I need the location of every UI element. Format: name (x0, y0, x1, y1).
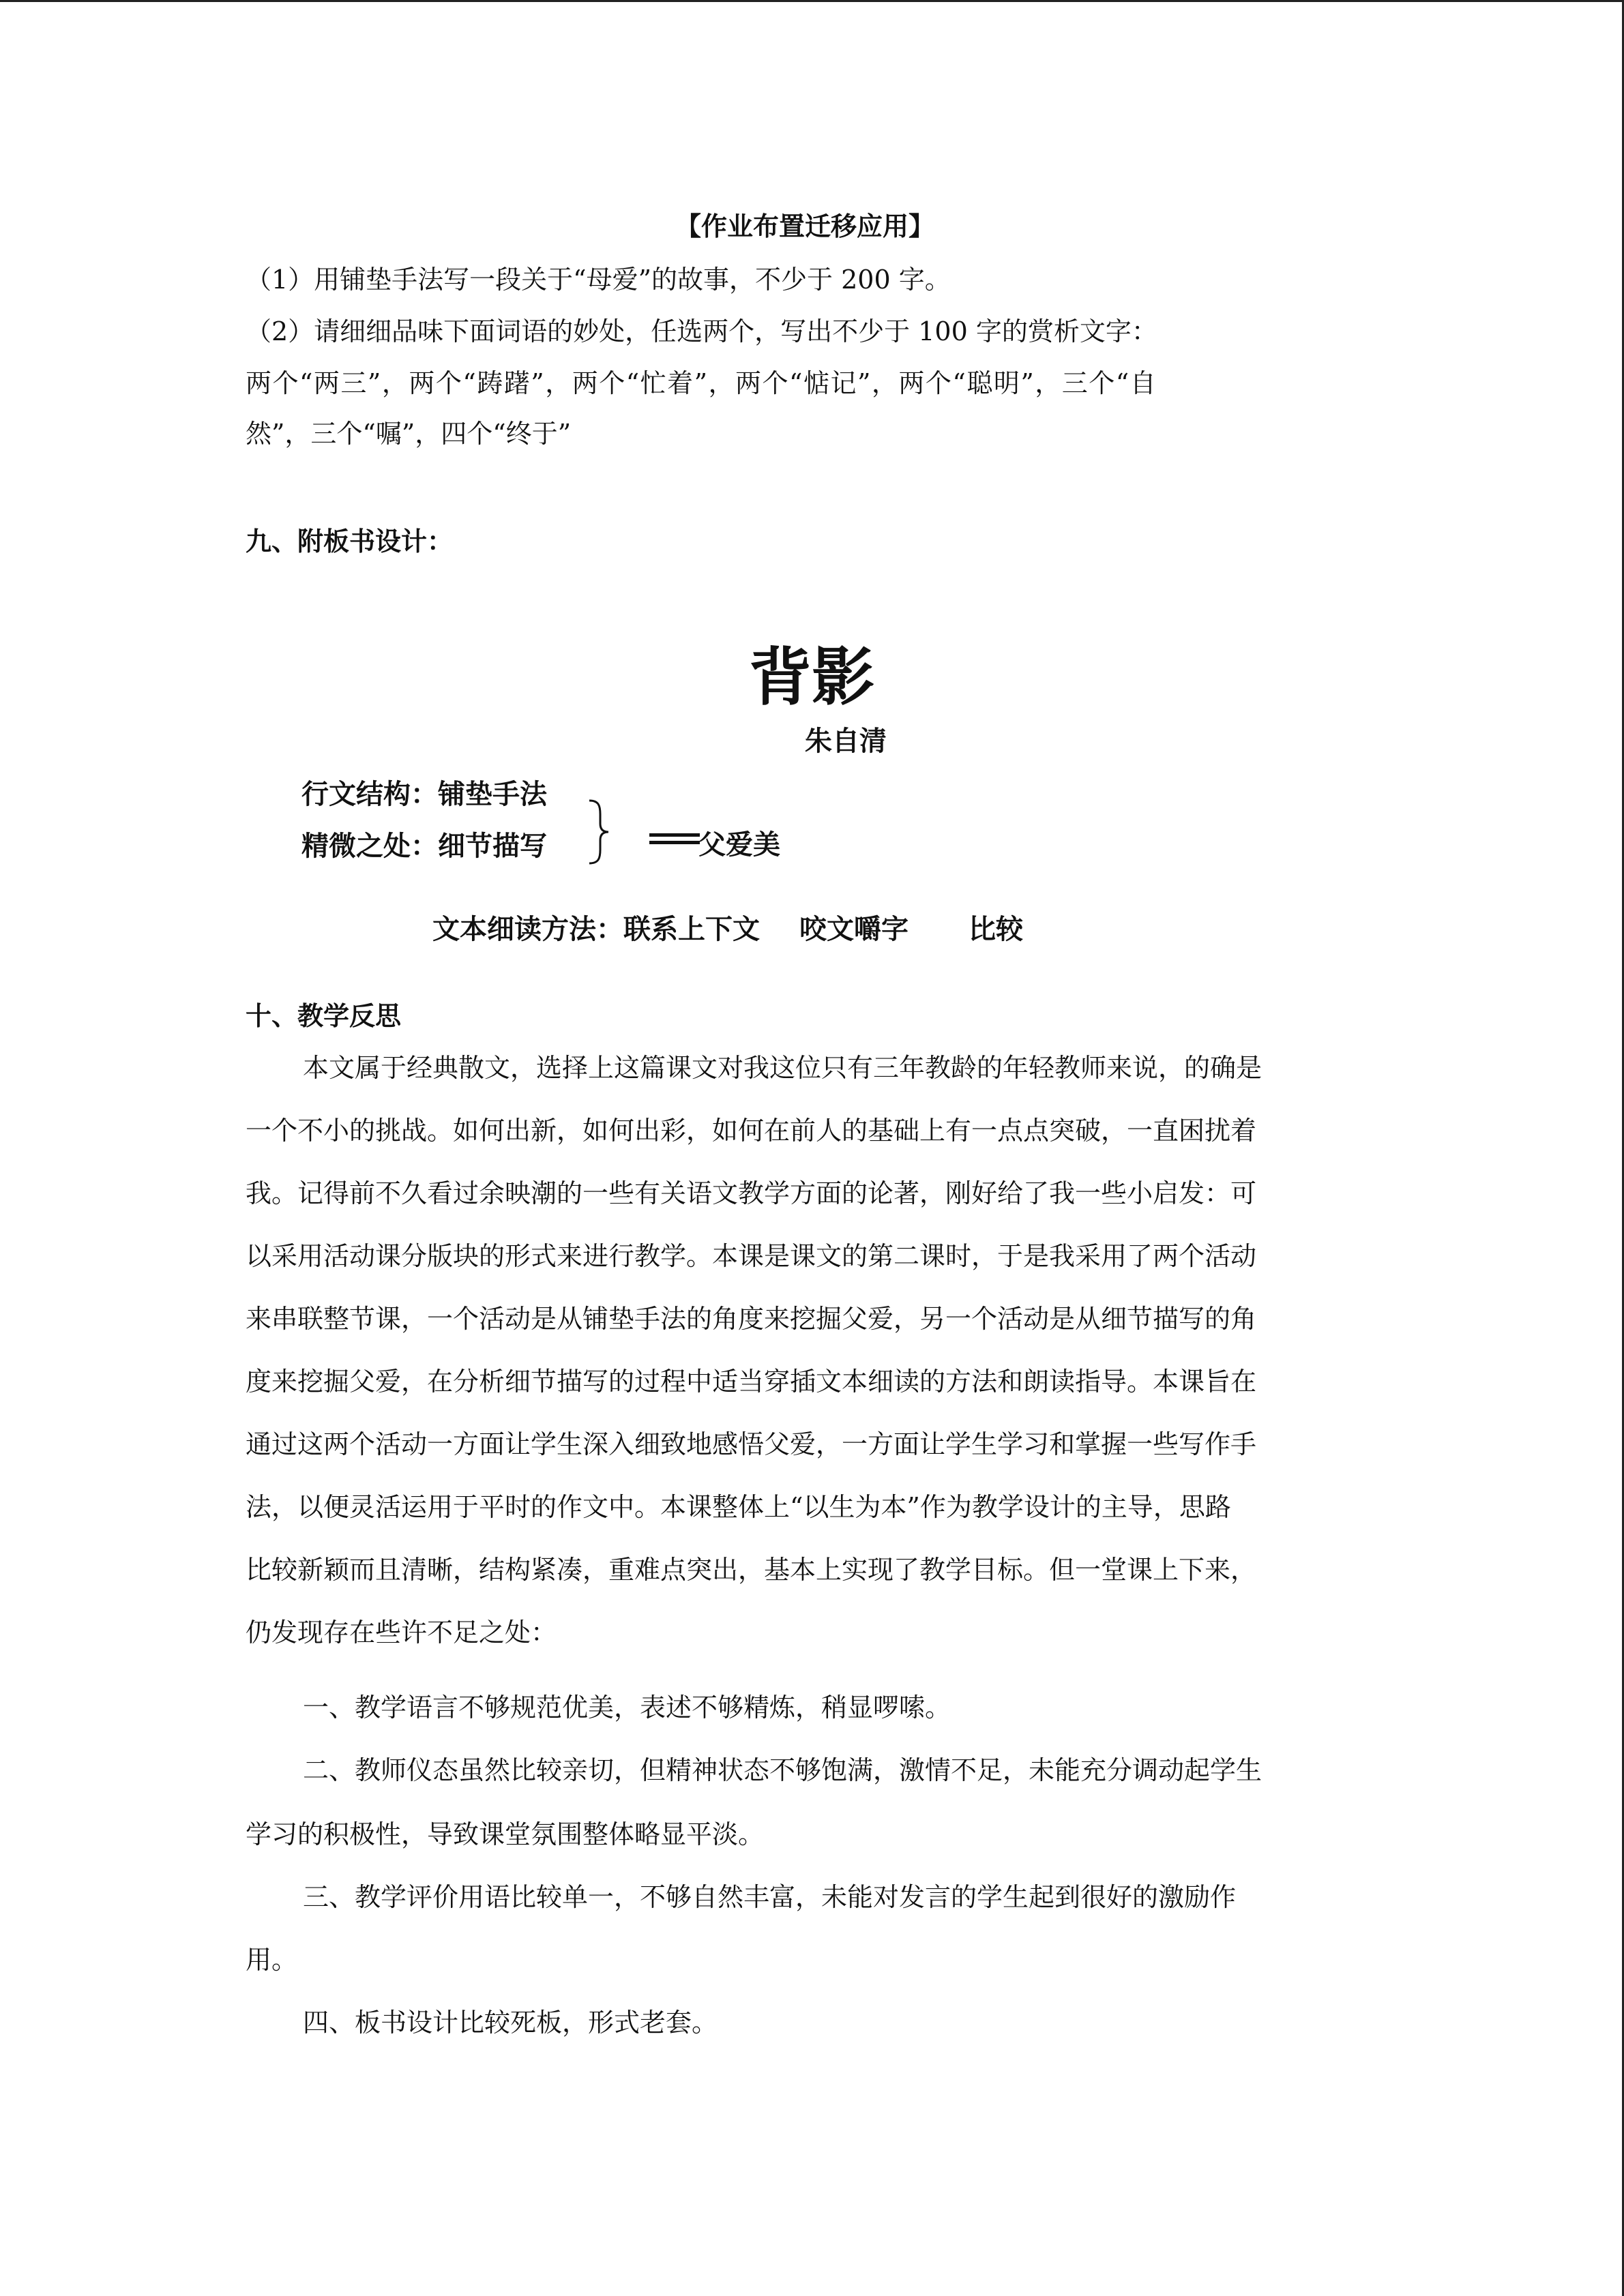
board-methods-label: 文本细读方法：联系上下文 (432, 913, 760, 945)
reflection-line: 通过这两个活动一方面让学生深入细致地感悟父爱，一方面让学生学习和掌握一些写作手 (246, 1429, 1257, 1459)
reflection-line: 法，以便灵活运用于平时的作文中。本课整体上“以生为本”作为教学设计的主导，思路 (246, 1492, 1231, 1522)
shortcoming-3-line-1: 三、教学评价用语比较单一，不够自然丰富，未能对发言的学生起到很好的激励作 (303, 1882, 1237, 1912)
equals-bar-bottom (649, 841, 700, 844)
reflection-line: 一个不小的挑战。如何出新，如何出彩，如何在前人的基础上有一点点突破，一直困扰着 (246, 1116, 1257, 1146)
homework-heading: 【作业布置迁移应用】 (675, 211, 934, 241)
board-method-2: 咬文嚼字 (799, 913, 909, 945)
shortcoming-2-line-1: 二、教师仪态虽然比较亲切，但精神状态不够饱满，激情不足，未能充分调动起学生 (303, 1755, 1263, 1785)
board-title: 背影 (748, 640, 874, 714)
homework-item-1: （1）用铺垫手法写一段关于“母爱”的故事，不少于 200 字。 (246, 265, 951, 295)
reflection-line: 来串联整节课，一个活动是从铺垫手法的角度来挖掘父爱，另一个活动是从细节描写的角 (246, 1304, 1257, 1334)
board-method-3: 比较 (969, 913, 1023, 945)
homework-words-line-1: 两个“两三”，两个“踌躇”，两个“忙着”，两个“惦记”，两个“聪明”，三个“自 (246, 368, 1157, 398)
section-9-heading: 九、附板书设计： (246, 526, 454, 556)
homework-words-line-2: 然”，三个“嘱”，四个“终于” (246, 419, 572, 449)
reflection-line: 度来挖掘父爱，在分析细节描写的过程中适当穿插文本细读的方法和朗读指导。本课旨在 (246, 1367, 1257, 1397)
board-detail: 精微之处：细节描写 (301, 830, 547, 862)
board-structure: 行文结构：铺垫手法 (301, 778, 547, 810)
page-border-top (0, 0, 1624, 2)
shortcoming-4: 四、板书设计比较死板，形式老套。 (303, 2008, 718, 2038)
board-methods (432, 911, 1023, 948)
reflection-line: 比较新颖而且清晰，结构紧凑，重难点突出，基本上实现了教学目标。但一堂课上下来， (246, 1555, 1257, 1585)
reflection-line: 我。记得前不久看过余映潮的一些有关语文教学方面的论著，刚好给了我一些小启发：可 (246, 1178, 1257, 1208)
section-10-heading: 十、教学反思 (246, 1000, 402, 1031)
homework-item-2: （2）请细细品味下面词语的妙处，任选两个，写出不少于 100 字的赏析文字： (246, 316, 1157, 346)
board-result: 父爱美 (698, 829, 780, 861)
equals-bar-top (649, 833, 700, 837)
reflection-line: 仍发现存在些许不足之处： (246, 1617, 557, 1648)
shortcoming-2-line-2: 学习的积极性，导致课堂氛围整体略显平淡。 (246, 1819, 765, 1849)
reflection-line: 以采用活动课分版块的形式来进行教学。本课是课文的第二课时，于是我采用了两个活动 (246, 1241, 1257, 1271)
brace-icon (585, 798, 612, 866)
board-author: 朱自清 (805, 725, 887, 757)
shortcoming-1: 一、教学语言不够规范优美，表述不够精炼，稍显啰嗦。 (303, 1693, 951, 1723)
shortcoming-3-line-2: 用。 (246, 1945, 298, 1975)
reflection-line: 本文属于经典散文，选择上这篇课文对我这位只有三年教龄的年轻教师来说，的确是 (303, 1053, 1263, 1083)
